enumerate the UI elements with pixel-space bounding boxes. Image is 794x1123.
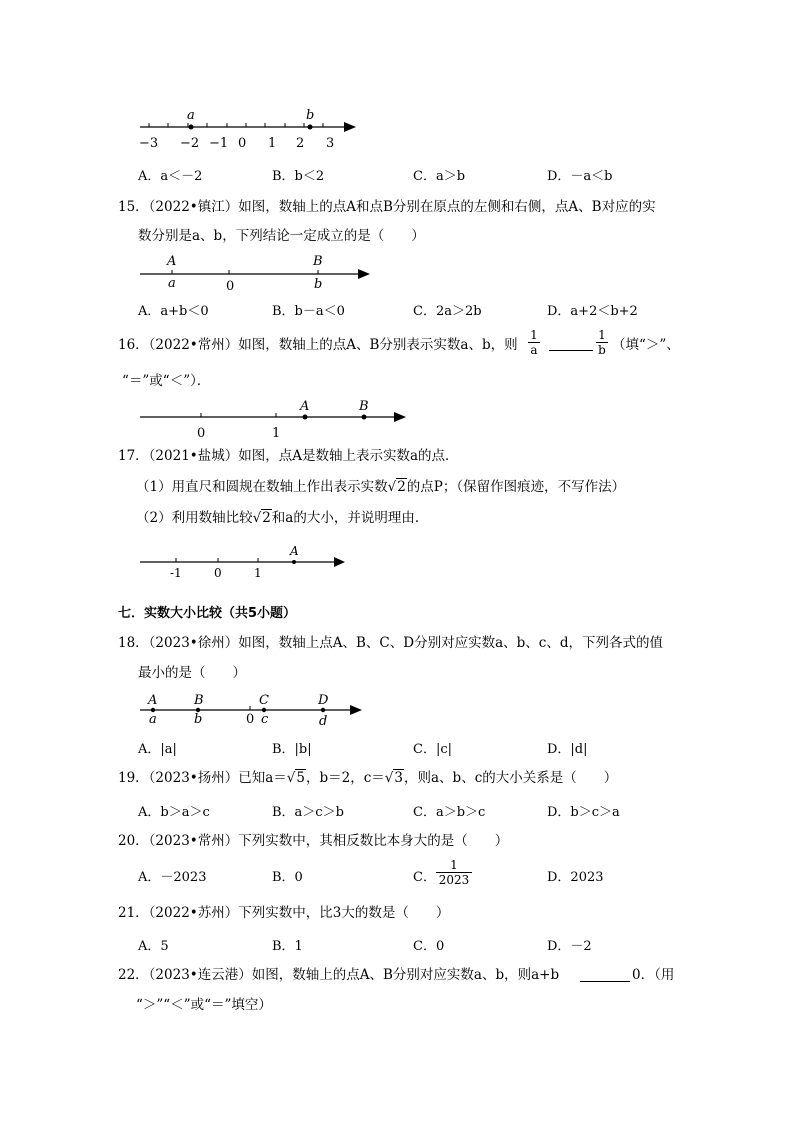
- radicand: 3: [394, 770, 403, 786]
- q15-text-line1: 15．（2022•镇江）如图，数轴上的点A和点B分别在原点的左侧和右侧，点A、B对应的实: [118, 199, 656, 215]
- q18-option-c[interactable]: C．|c|: [413, 742, 452, 757]
- q16-answer-blank[interactable]: [549, 336, 593, 351]
- label-b: b: [194, 712, 203, 727]
- q18-text-line2: 最小的是（ ）: [138, 665, 246, 681]
- q22-text-post: 0．（用: [632, 967, 675, 983]
- q20-option-c-fraction: [436, 858, 472, 887]
- label-A: A: [167, 254, 177, 269]
- q20-text-line1: 20．（2023•常州）下列实数中，其相反数比本身大的是（ ）: [118, 833, 509, 849]
- q16-text-post: （填“＞”、: [612, 337, 680, 353]
- q18-option-b[interactable]: B．|b|: [272, 742, 312, 757]
- optC-denominator: 2023: [436, 872, 472, 887]
- q19-option-b[interactable]: B．a＞c＞b: [272, 805, 344, 820]
- label-A: A: [148, 693, 158, 708]
- q22-text-pre: 22．（2023•连云港）如图，数轴上的点A、B分别对应实数a、b，则a+b: [118, 967, 560, 983]
- q19-text-mid: ，b＝2，c＝: [306, 770, 385, 786]
- q20-option-d[interactable]: D．2023: [547, 870, 604, 885]
- section-heading: 七．实数大小比较（共5小题）: [118, 606, 297, 621]
- q19-text: [118, 768, 617, 788]
- point-D: [321, 708, 325, 712]
- q14-option-c[interactable]: C．a＞b: [413, 169, 466, 184]
- q16-text-line2: “＝”或“＜”）．: [122, 373, 211, 389]
- label-zero: 0: [226, 279, 235, 294]
- label-D: D: [318, 693, 329, 708]
- label-A: A: [300, 399, 310, 414]
- q20-option-a[interactable]: A．－2023: [138, 870, 207, 885]
- tick-neg1: −1: [209, 136, 229, 151]
- q19-option-c[interactable]: C．a＞b＞c: [413, 805, 486, 820]
- q17-sub2-pre: （2）利用数轴比较: [136, 510, 253, 526]
- label-c: c: [261, 712, 269, 727]
- label-neg1: -1: [170, 566, 182, 580]
- point-A: [303, 415, 308, 420]
- point-B: [362, 415, 367, 420]
- q14-option-a[interactable]: A．a＜－2: [138, 169, 203, 184]
- q20-option-b[interactable]: B．0: [272, 870, 303, 885]
- label-b: b: [314, 277, 323, 292]
- q15-number-line: [130, 250, 380, 295]
- point-A: [292, 560, 296, 564]
- label-zero: 0: [197, 426, 206, 441]
- label-b: b: [306, 108, 315, 123]
- q17-text-line1: 17．（2021•盐城）如图，点A是数轴上表示实数a的点．: [118, 448, 459, 464]
- q22-answer-blank[interactable]: [580, 967, 630, 982]
- q18-text-line1: 18．（2023•徐州）如图，数轴上点A、B、C、D分别对应实数a、b、c、d，下列各式的值: [118, 635, 663, 651]
- q14-option-d[interactable]: D．－a＜b: [547, 169, 613, 184]
- q18-option-d[interactable]: D．|d|: [547, 742, 588, 757]
- q21-text-line1: 21．（2022•苏州）下列实数中，比3大的数是（ ）: [118, 905, 450, 921]
- optC-numerator: 1: [450, 858, 458, 872]
- label-d: d: [319, 714, 328, 729]
- q21-option-d[interactable]: D．－2: [547, 939, 592, 954]
- q21-option-a[interactable]: A．5: [138, 939, 169, 954]
- q19-option-d[interactable]: D．b＞c＞a: [547, 805, 620, 820]
- label-one: 1: [272, 426, 281, 441]
- frac1-numerator: 1: [530, 328, 538, 342]
- q17-sub1-pre: （1）用直尺和圆规在数轴上作出表示实数: [136, 479, 388, 495]
- q19-text-post: ，则a、b、c的大小关系是（ ）: [404, 770, 618, 786]
- radicand: 5: [296, 770, 305, 786]
- q15-option-c[interactable]: C．2a＞2b: [413, 304, 482, 319]
- q16-number-line: [130, 395, 420, 443]
- q21-option-c[interactable]: C．0: [413, 939, 445, 954]
- sqrt-3: √3: [384, 770, 403, 786]
- q14-number-line: [130, 102, 370, 152]
- frac2-denominator: b: [596, 342, 608, 357]
- label-B: B: [313, 254, 323, 269]
- sqrt-2: √2: [252, 510, 271, 526]
- label-a: a: [168, 276, 176, 291]
- q17-sub2-post: 和a的大小，并说明理由．: [271, 510, 429, 526]
- tick-3: 3: [326, 136, 335, 151]
- label-zero: 0: [214, 566, 222, 580]
- sqrt-2: √2: [387, 479, 406, 495]
- q15-option-d[interactable]: D．a+2＜b+2: [547, 304, 638, 319]
- q18-number-line: [130, 690, 375, 730]
- sqrt-5: √5: [286, 770, 305, 786]
- q15-text-line2: 数分别是a、b，下列结论一定成立的是（ ）: [138, 228, 425, 244]
- label-B: B: [194, 693, 204, 708]
- q17-sub2: [136, 508, 428, 528]
- label-C: C: [259, 693, 269, 708]
- q17-sub1-post: 的点P；（保留作图痕迹，不写作法）: [406, 479, 626, 495]
- label-B: B: [359, 399, 369, 414]
- q15-option-a[interactable]: A．a+b＜0: [138, 304, 209, 319]
- q19-text-pre: 19．（2023•扬州）已知a＝: [118, 770, 287, 786]
- label-zero: 0: [246, 712, 255, 727]
- tick-0: 0: [238, 136, 247, 151]
- q17-sub1: [136, 477, 625, 497]
- tick-1: 1: [268, 136, 277, 151]
- tick-neg2: −2: [180, 136, 200, 151]
- q14-option-b[interactable]: B．b＜2: [272, 169, 325, 184]
- frac2-numerator: 1: [598, 328, 606, 342]
- tick-2: 2: [296, 136, 305, 151]
- q19-option-a[interactable]: A．b＞a＞c: [138, 805, 210, 820]
- frac1-denominator: a: [528, 342, 540, 357]
- label-one: 1: [254, 566, 262, 580]
- q16-text-pre: 16．（2022•常州）如图，数轴上的点A、B分别表示实数a、b，则: [118, 337, 518, 353]
- q16-fraction-1-over-a: [528, 328, 540, 357]
- label-a: a: [187, 108, 195, 123]
- q21-option-b[interactable]: B．1: [272, 939, 303, 954]
- q18-option-a[interactable]: A．|a|: [138, 742, 177, 757]
- q16-fraction-1-over-b: [596, 328, 608, 357]
- label-a: a: [149, 712, 157, 727]
- q17-number-line: [130, 540, 360, 580]
- q15-option-b[interactable]: B．b－a＜0: [272, 304, 345, 319]
- q20-option-c[interactable]: C．: [413, 870, 436, 885]
- point-b: [308, 125, 313, 130]
- label-A: A: [290, 544, 299, 558]
- q22-text-line2: “＞”“＜”或“＝”填空）: [136, 997, 272, 1013]
- radicand: 2: [397, 479, 406, 495]
- radicand: 2: [262, 510, 271, 526]
- point-a: [189, 125, 194, 130]
- tick-neg3: −3: [139, 136, 159, 151]
